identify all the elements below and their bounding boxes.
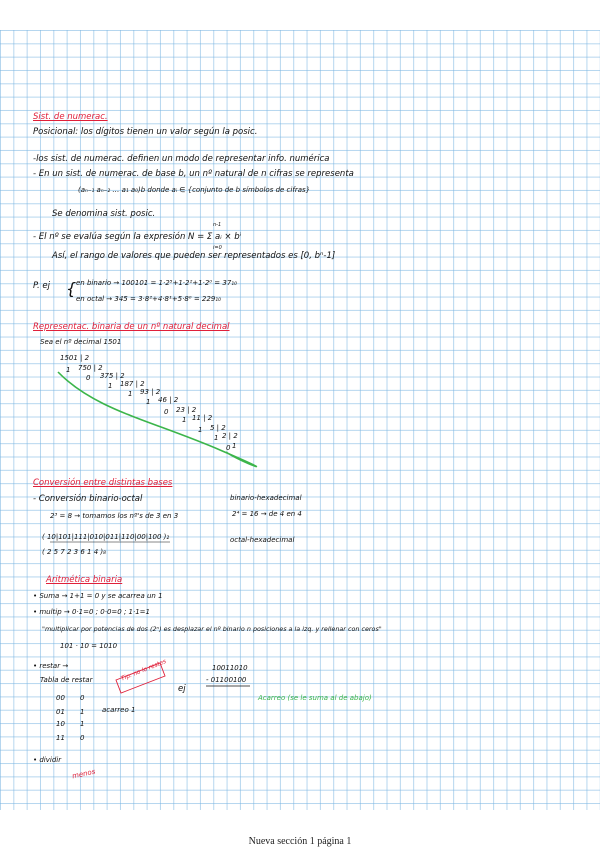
div-rem: 0 bbox=[164, 408, 169, 416]
note-pej: P. ej bbox=[33, 281, 50, 291]
table-row-note: acarreo 1 bbox=[102, 706, 136, 714]
note-formula: (aₙ₋₁ aₙ₋₂ … a₁ a₀)b donde aᵢ ∈ {conjunto de b símbolos de cifras} bbox=[78, 186, 311, 194]
div-row: 750 | 2 bbox=[78, 364, 103, 372]
table-row-r: 0 bbox=[80, 694, 85, 702]
div-rem: 1 bbox=[108, 382, 113, 390]
note-multiplicar: "multiplicar por potencias de dos (2ⁿ) es desplazar el nº binario n posiciones a la izq. y rellenar con ceros" bbox=[42, 625, 382, 633]
table-row-r: 1 bbox=[80, 708, 85, 716]
div-row: 1501 | 2 bbox=[60, 354, 90, 362]
table-row-a: 10 bbox=[56, 720, 65, 728]
resta-bottom: - 01100100 bbox=[206, 676, 247, 684]
div-rem: 1 bbox=[214, 434, 219, 442]
note-denomina: Se denomina sist. posic. bbox=[52, 209, 156, 219]
div-row: 375 | 2 bbox=[100, 372, 125, 380]
brace: { bbox=[66, 279, 77, 298]
div-rem: 1 bbox=[182, 416, 187, 424]
note-suma: • Suma → 1+1 = 0 y se acarrea un 1 bbox=[33, 592, 163, 600]
table-row-r: 1 bbox=[80, 720, 85, 728]
div-row: 23 | 2 bbox=[176, 406, 197, 414]
resta-top: 10011010 bbox=[212, 664, 248, 672]
note-sea: Sea el nº decimal 1501 bbox=[40, 338, 122, 346]
note-posicional: Posicional: los dígitos tienen un valor según la posic. bbox=[33, 127, 258, 137]
note-conv-binario-hexa: binario-hexadecimal bbox=[230, 494, 302, 502]
red-note-restar: Tip: no lo restes bbox=[120, 657, 168, 683]
heading-sist-numerac: Sist. de numerac. bbox=[33, 112, 108, 122]
div-rem: 1 bbox=[128, 390, 133, 398]
sum-lower-limit: i=0 bbox=[213, 245, 222, 251]
table-row-a: 01 bbox=[56, 708, 65, 716]
note-evalua: - El nº se evalúa según la expresión N = Σ aᵢ × bⁱ bbox=[33, 232, 242, 242]
red-box bbox=[116, 663, 165, 693]
div-rem: 0 bbox=[86, 374, 91, 382]
div-row: 93 | 2 bbox=[140, 388, 161, 396]
heading-representacion: Representac. binaria de un nº natural decimal bbox=[33, 322, 230, 332]
note-bo-rule: 2³ = 8 → tomamos los nº's de 3 en 3 bbox=[50, 512, 179, 520]
note-restar: • restar → bbox=[33, 662, 69, 670]
green-curve bbox=[58, 372, 256, 467]
table-row-a: 00 bbox=[56, 694, 65, 702]
div-row: 187 | 2 bbox=[120, 380, 145, 388]
div-row: 11 | 2 bbox=[192, 414, 213, 422]
page-footer: Nueva sección 1 página 1 bbox=[248, 836, 352, 847]
heading-aritmetica: Aritmética binaria bbox=[46, 575, 123, 585]
red-note-menos: menos bbox=[71, 767, 97, 781]
heading-conversion: Conversión entre distintas bases bbox=[33, 478, 173, 488]
note-tabla: Tabla de restar bbox=[40, 676, 93, 684]
example-octal: en octal → 345 = 3·8²+4·8¹+5·8⁰ = 229₁₀ bbox=[76, 295, 221, 303]
note-rango: Así, el rango de valores que pueden ser representados es [0, bⁿ-1] bbox=[52, 251, 336, 261]
note-en-un: - En un sist. de numerac. de base b, un nº natural de n cifras se representa bbox=[33, 169, 354, 179]
note-bh-rule: 2⁴ = 16 → de 4 en 4 bbox=[232, 510, 302, 518]
div-rem: 1 bbox=[66, 366, 71, 374]
note-dividir: • dividir bbox=[33, 756, 62, 764]
note-conv-octal-hexa: octal-hexadecimal bbox=[230, 536, 295, 544]
div-rem: 1 bbox=[198, 426, 203, 434]
note-definen: -los sist. de numerac. definen un modo de representar info. numérica bbox=[33, 154, 330, 164]
div-row: 46 | 2 bbox=[158, 396, 179, 404]
note-bo-binary: ( 10|101|111|010|011|110|00|100 )₂ bbox=[42, 533, 170, 541]
green-note-acarreo: Acarreo (se le suma al de abajo) bbox=[258, 694, 372, 702]
sum-upper-limit: n-1 bbox=[213, 222, 222, 228]
div-row: 2 | 2 bbox=[222, 432, 238, 440]
note-bo-octal: ( 2 5 7 2 3 6 1 4 )₈ bbox=[42, 548, 106, 556]
div-row: 1 bbox=[232, 442, 237, 450]
example-binary: en binario → 100101 = 1·2⁵+1·2²+1·2⁰ = 37₁₀ bbox=[76, 279, 237, 287]
table-row-r: 0 bbox=[80, 734, 85, 742]
div-rem: 1 bbox=[146, 398, 151, 406]
note-ej: ej bbox=[178, 684, 186, 694]
note-mult-example: 101 · 10 = 1010 bbox=[60, 642, 118, 650]
div-rem: 0 bbox=[226, 444, 231, 452]
note-conv-binario-octal: - Conversión binario-octal bbox=[33, 494, 143, 504]
table-row-a: 11 bbox=[56, 734, 65, 742]
note-multip: • multip → 0·1=0 ; 0·0=0 ; 1·1=1 bbox=[33, 608, 150, 616]
div-row: 5 | 2 bbox=[210, 424, 226, 432]
